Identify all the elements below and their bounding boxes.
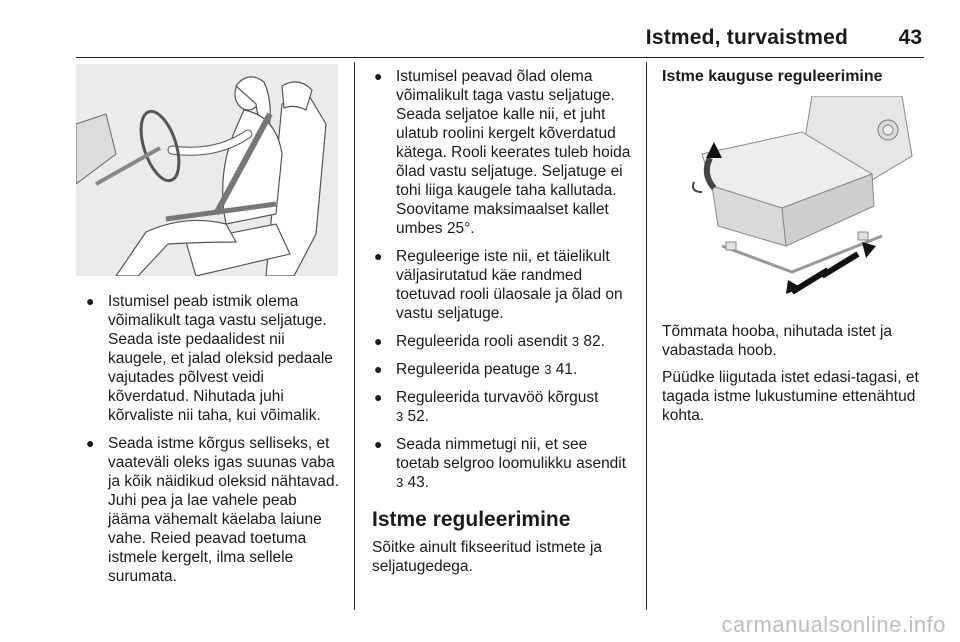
- bullet-icon: ●: [374, 361, 383, 377]
- bullet-text: Seada istme kõrgus selliseks, et vaateväli oleks igas suunas vaba ja kõik näidikud oleksid nähtavad. Juhi pea ja lae vahele peab jääma vähemalt käelaba laiune vahe. Reied peavad toetuma istmele kergelt, ilma sellele surumata.: [108, 435, 339, 585]
- bullet-icon: ●: [374, 68, 383, 84]
- list-item: [84, 434, 342, 586]
- driver-seating-drawing: [76, 64, 338, 276]
- section-heading: Istme reguleerimine: [372, 508, 571, 531]
- instruction-text: Tõmmata hooba, nihutada istet ja vabastada hoob.: [662, 323, 893, 359]
- bullet-text: Istumisel peavad õlad olema võimalikult taga vastu seljatuge. Seada seljatoe kalle nii, et juht ulatub roolini kergelt kõverdatud kätega. Rooli keerates tuleb hoida õlad vastu seljatuge. Seljatuge ei tohi liiga kaugele taha kallutada. Soovitame maksimaalset kallet umbes 25°.: [396, 68, 631, 237]
- column-divider-2: [646, 62, 647, 610]
- bullet-text: Istumisel peab istmik olema võimalikult taga vastu seljatuge. Seada iste pedaalidest nii kaugele, et jalad oleksid pedaale vajutades põlvest veidi kõverdatud. Nihutada juhi kõrvaliste nii taha, kui võimalik.: [108, 293, 333, 424]
- page-ref-link[interactable]: 43.: [407, 474, 430, 491]
- list-item: [372, 388, 634, 426]
- column-divider-1: [354, 62, 355, 610]
- column-left: [84, 292, 342, 595]
- seat-adjustment-drawing: [662, 96, 926, 308]
- driver-seating-illustration: [76, 64, 338, 276]
- bullet-icon: ●: [86, 435, 95, 451]
- subheading: Istme kauguse reguleerimine: [662, 68, 883, 85]
- bullet-text: Reguleerida turvavöö kõrgust: [396, 389, 599, 406]
- page-ref-arrow-icon: 3: [396, 475, 404, 490]
- list-item: [372, 247, 634, 323]
- page-number: 43: [898, 26, 922, 49]
- column-right-text: [662, 322, 930, 433]
- list-item: [372, 360, 634, 379]
- header-divider: [76, 57, 924, 58]
- section-text: Sõitke ainult fikseeritud istmete ja seljatugedega.: [372, 539, 603, 575]
- bullet-icon: ●: [374, 436, 383, 452]
- bullet-text: Reguleerida peatuge: [396, 361, 540, 378]
- list-item: [372, 67, 634, 238]
- header-title: Istmed, turvaistmed: [645, 26, 848, 49]
- page-ref-arrow-icon: 3: [571, 334, 580, 349]
- bullet-icon: ●: [86, 293, 95, 309]
- bullet-text: Reguleerige iste nii, et täielikult väljasirutatud käe randmed toetuvad rooli ülaosale ja õlad on vastu seljatuge.: [396, 248, 623, 322]
- page-ref-link[interactable]: 82.: [583, 333, 605, 350]
- bullet-icon: ●: [374, 389, 383, 405]
- page-ref-arrow-icon: 3: [544, 362, 552, 377]
- bullet-icon: ●: [374, 333, 383, 349]
- list-item: [372, 435, 634, 492]
- instruction-text: Püüdke liigutada istet edasi-tagasi, et tagada istme lukustumine ettenähtud kohta.: [662, 369, 919, 424]
- seat-adjustment-illustration: [662, 96, 926, 308]
- watermark: carmanualsonline.info: [721, 612, 946, 637]
- bullet-icon: ●: [374, 248, 383, 264]
- column-middle: [372, 67, 634, 584]
- page-ref-link[interactable]: 52.: [407, 408, 430, 425]
- list-item: [84, 292, 342, 425]
- page-ref-arrow-icon: 3: [396, 409, 404, 424]
- page-ref-link[interactable]: 41.: [555, 361, 578, 378]
- list-item: [372, 332, 634, 351]
- bullet-text: Seada nimmetugi nii, et see toetab selgroo loomulikku asendit: [396, 436, 627, 472]
- page-header: [0, 0, 960, 60]
- bullet-text: Reguleerida rooli asendit: [396, 333, 568, 350]
- column-right: [662, 67, 930, 95]
